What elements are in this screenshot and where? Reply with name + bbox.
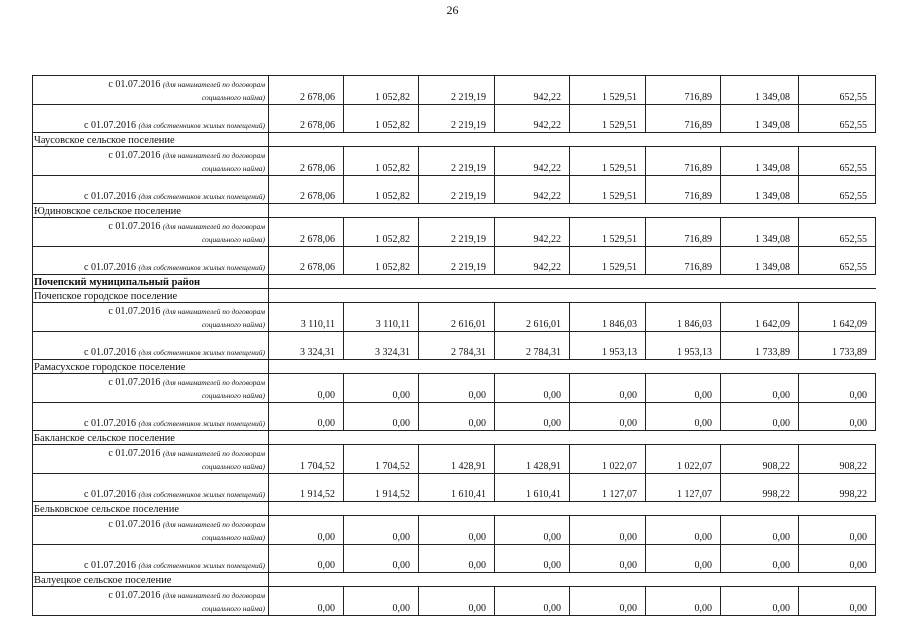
tariff-value-cell: 1 704,52: [269, 445, 344, 474]
section-filler: [269, 431, 876, 445]
table-row: [33, 332, 876, 360]
label-owners: (для собственников жилых помещений): [138, 561, 265, 570]
section-filler: [269, 573, 876, 587]
settlement-heading: Рамасухское городское поселение: [33, 360, 269, 374]
tariff-value-cell: 0,00: [646, 374, 721, 403]
tariff-value-cell: 1 529,51: [570, 218, 646, 247]
label-date: с 01.07.2016: [84, 347, 136, 358]
district-heading: Почепский муниципальный район: [33, 275, 269, 289]
table-row: [33, 403, 876, 431]
label-tenants-line1: (для нанимателей по договорам: [162, 307, 265, 316]
label-tenants-line2: социального найма): [201, 93, 265, 102]
tariff-value-cell: 0,00: [419, 587, 495, 616]
row-label-tenants: [33, 374, 269, 403]
tariff-value-cell: 0,00: [721, 516, 799, 545]
table-row: [33, 176, 876, 204]
tariff-value-cell: 0,00: [495, 587, 570, 616]
tariff-value-cell: 0,00: [495, 516, 570, 545]
tariff-value-cell: 0,00: [646, 403, 721, 431]
tariff-value-cell: 1 052,82: [344, 218, 419, 247]
tariff-value-cell: 1 846,03: [646, 303, 721, 332]
tariff-value-cell: 0,00: [419, 374, 495, 403]
tariff-value-cell: 2 219,19: [419, 218, 495, 247]
tariff-value-cell: 0,00: [419, 516, 495, 545]
tariff-value-cell: 1 052,82: [344, 247, 419, 275]
tariff-value-cell: 942,22: [495, 247, 570, 275]
label-tenants-line2: социального найма): [201, 391, 265, 400]
label-tenants-line2: социального найма): [201, 604, 265, 613]
table-row: [33, 133, 876, 147]
tariff-value-cell: 1 428,91: [419, 445, 495, 474]
tariff-value-cell: 0,00: [269, 587, 344, 616]
tariff-value-cell: 2 219,19: [419, 76, 495, 105]
tariff-value-cell: 2 784,31: [495, 332, 570, 360]
tariff-value-cell: 652,55: [799, 76, 876, 105]
section-filler: [269, 360, 876, 374]
tariff-value-cell: 2 678,06: [269, 218, 344, 247]
settlement-heading: Бельковское сельское поселение: [33, 502, 269, 516]
row-label-owners: [33, 332, 269, 360]
tariff-value-cell: 0,00: [570, 403, 646, 431]
tariff-value-cell: 1 642,09: [799, 303, 876, 332]
tariff-value-cell: 0,00: [570, 587, 646, 616]
section-filler: [269, 275, 876, 289]
label-tenants-line2: социального найма): [201, 533, 265, 542]
tariff-value-cell: 1 914,52: [344, 474, 419, 502]
table-row: [33, 374, 876, 403]
label-owners: (для собственников жилых помещений): [138, 192, 265, 201]
tariff-value-cell: 0,00: [646, 516, 721, 545]
tariff-value-cell: 2 219,19: [419, 147, 495, 176]
tariff-value-cell: 1 127,07: [646, 474, 721, 502]
tariff-value-cell: 0,00: [495, 374, 570, 403]
section-filler: [269, 204, 876, 218]
tariff-value-cell: 2 616,01: [419, 303, 495, 332]
tariff-value-cell: 0,00: [799, 587, 876, 616]
tariff-value-cell: 3 324,31: [269, 332, 344, 360]
tariff-value-cell: 1 610,41: [495, 474, 570, 502]
tariff-value-cell: 716,89: [646, 105, 721, 133]
label-date: с 01.07.2016: [84, 418, 136, 429]
tariff-value-cell: 0,00: [269, 545, 344, 573]
settlement-heading: Бакланское сельское поселение: [33, 431, 269, 445]
table-row: [33, 218, 876, 247]
label-date: с 01.07.2016: [84, 262, 136, 273]
tariff-value-cell: 998,22: [799, 474, 876, 502]
row-label-owners: [33, 474, 269, 502]
tariff-value-cell: 0,00: [344, 374, 419, 403]
tariff-value-cell: 1 127,07: [570, 474, 646, 502]
row-label-tenants: [33, 445, 269, 474]
label-owners: (для собственников жилых помещений): [138, 348, 265, 357]
row-label-owners: [33, 247, 269, 275]
table-row: [33, 431, 876, 445]
tariff-value-cell: 0,00: [721, 374, 799, 403]
tariff-value-cell: 0,00: [269, 516, 344, 545]
table-row: [33, 303, 876, 332]
tariff-value-cell: 942,22: [495, 76, 570, 105]
settlement-heading: Почепское городское поселение: [33, 289, 269, 303]
tariff-value-cell: 908,22: [721, 445, 799, 474]
tariff-value-cell: 0,00: [269, 403, 344, 431]
label-date: с 01.07.2016: [108, 448, 161, 459]
label-date: с 01.07.2016: [108, 377, 161, 388]
tariff-value-cell: 1 052,82: [344, 147, 419, 176]
row-label-owners: [33, 105, 269, 133]
label-owners: (для собственников жилых помещений): [138, 121, 265, 130]
label-tenants-line1: (для нанимателей по договорам: [162, 449, 265, 458]
tariff-value-cell: 1 953,13: [646, 332, 721, 360]
tariff-value-cell: 0,00: [721, 403, 799, 431]
tariff-value-cell: 716,89: [646, 176, 721, 204]
row-label-owners: [33, 545, 269, 573]
label-tenants-line2: социального найма): [201, 462, 265, 471]
tariff-value-cell: 1 428,91: [495, 445, 570, 474]
tariff-value-cell: 942,22: [495, 147, 570, 176]
tariff-value-cell: 1 022,07: [646, 445, 721, 474]
tariff-value-cell: 908,22: [799, 445, 876, 474]
tariff-value-cell: 942,22: [495, 218, 570, 247]
tariff-value-cell: 1 052,82: [344, 76, 419, 105]
tariff-value-cell: 0,00: [419, 545, 495, 573]
tariff-value-cell: 1 349,08: [721, 105, 799, 133]
tariff-value-cell: 1 349,08: [721, 76, 799, 105]
label-tenants-line1: (для нанимателей по договорам: [162, 222, 265, 231]
row-label-tenants: [33, 303, 269, 332]
tariff-value-cell: 1 052,82: [344, 176, 419, 204]
table-row: [33, 147, 876, 176]
tariff-value-cell: 2 678,06: [269, 176, 344, 204]
row-label-tenants: [33, 516, 269, 545]
tariff-value-cell: 0,00: [269, 374, 344, 403]
tariff-value-cell: 0,00: [799, 403, 876, 431]
table-row: [33, 587, 876, 616]
table-row: [33, 445, 876, 474]
tariff-value-cell: 2 678,06: [269, 247, 344, 275]
table-row: [33, 516, 876, 545]
tariff-value-cell: 0,00: [646, 587, 721, 616]
settlement-heading: Юдиновское сельское поселение: [33, 204, 269, 218]
table-body: [33, 76, 876, 616]
tariff-value-cell: 652,55: [799, 218, 876, 247]
tariff-value-cell: 716,89: [646, 247, 721, 275]
tariff-value-cell: 1 953,13: [570, 332, 646, 360]
tariff-value-cell: 998,22: [721, 474, 799, 502]
table-row: [33, 502, 876, 516]
tariff-value-cell: 2 678,06: [269, 147, 344, 176]
tariff-table: [32, 75, 876, 616]
tariff-value-cell: 942,22: [495, 105, 570, 133]
tariff-value-cell: 0,00: [344, 516, 419, 545]
tariff-value-cell: 1 529,51: [570, 176, 646, 204]
label-date: с 01.07.2016: [108, 306, 161, 317]
row-label-tenants: [33, 147, 269, 176]
tariff-value-cell: 1 733,89: [799, 332, 876, 360]
tariff-value-cell: 1 529,51: [570, 105, 646, 133]
row-label-owners: [33, 403, 269, 431]
label-owners: (для собственников жилых помещений): [138, 263, 265, 272]
tariff-value-cell: 1 642,09: [721, 303, 799, 332]
tariff-value-cell: 652,55: [799, 105, 876, 133]
tariff-value-cell: 0,00: [646, 545, 721, 573]
tariff-value-cell: 1 846,03: [570, 303, 646, 332]
tariff-value-cell: 1 914,52: [269, 474, 344, 502]
tariff-value-cell: 2 219,19: [419, 176, 495, 204]
label-tenants-line1: (для нанимателей по договорам: [162, 80, 265, 89]
row-label-tenants: [33, 218, 269, 247]
tariff-value-cell: 0,00: [799, 516, 876, 545]
label-date: с 01.07.2016: [84, 489, 136, 500]
label-date: с 01.07.2016: [108, 519, 161, 530]
label-owners: (для собственников жилых помещений): [138, 490, 265, 499]
label-date: с 01.07.2016: [108, 79, 161, 90]
table-row: [33, 360, 876, 374]
tariff-value-cell: 3 110,11: [344, 303, 419, 332]
tariff-value-cell: 652,55: [799, 247, 876, 275]
label-date: с 01.07.2016: [84, 120, 136, 131]
tariff-value-cell: 0,00: [344, 403, 419, 431]
label-date: с 01.07.2016: [108, 221, 161, 232]
row-label-tenants: [33, 76, 269, 105]
label-date: с 01.07.2016: [108, 150, 161, 161]
table-row: [33, 275, 876, 289]
tariff-value-cell: 1 529,51: [570, 76, 646, 105]
label-tenants-line2: социального найма): [201, 320, 265, 329]
row-label-owners: [33, 176, 269, 204]
label-date: с 01.07.2016: [108, 590, 161, 601]
settlement-heading: Чаусовское сельское поселение: [33, 133, 269, 147]
tariff-value-cell: 1 610,41: [419, 474, 495, 502]
tariff-value-cell: 1 052,82: [344, 105, 419, 133]
tariff-value-cell: 1 733,89: [721, 332, 799, 360]
tariff-value-cell: 2 678,06: [269, 76, 344, 105]
tariff-value-cell: 1 349,08: [721, 176, 799, 204]
tariff-value-cell: 2 219,19: [419, 105, 495, 133]
row-label-tenants: [33, 587, 269, 616]
tariff-value-cell: 2 616,01: [495, 303, 570, 332]
section-filler: [269, 133, 876, 147]
label-tenants-line2: социального найма): [201, 235, 265, 244]
label-tenants-line1: (для нанимателей по договорам: [162, 520, 265, 529]
tariff-value-cell: 0,00: [495, 545, 570, 573]
section-filler: [269, 502, 876, 516]
tariff-value-cell: 1 349,08: [721, 247, 799, 275]
tariff-value-cell: 0,00: [721, 545, 799, 573]
tariff-value-cell: 3 324,31: [344, 332, 419, 360]
label-tenants-line1: (для нанимателей по договорам: [162, 378, 265, 387]
settlement-heading: Валуецкое сельское поселение: [33, 573, 269, 587]
label-date: с 01.07.2016: [84, 560, 136, 571]
tariff-value-cell: 3 110,11: [269, 303, 344, 332]
table-row: [33, 247, 876, 275]
page-number: 26: [446, 3, 459, 17]
tariff-value-cell: 716,89: [646, 76, 721, 105]
tariff-value-cell: 0,00: [799, 545, 876, 573]
tariff-value-cell: 0,00: [721, 587, 799, 616]
table-row: [33, 545, 876, 573]
tariff-value-cell: 1 022,07: [570, 445, 646, 474]
table-row: [33, 204, 876, 218]
tariff-value-cell: 0,00: [344, 587, 419, 616]
table-row: [33, 474, 876, 502]
label-tenants-line2: социального найма): [201, 164, 265, 173]
tariff-value-cell: 652,55: [799, 176, 876, 204]
label-tenants-line1: (для нанимателей по договорам: [162, 591, 265, 600]
table-row: [33, 573, 876, 587]
tariff-value-cell: 716,89: [646, 218, 721, 247]
label-date: с 01.07.2016: [84, 191, 136, 202]
tariff-value-cell: 0,00: [570, 545, 646, 573]
tariff-value-cell: 0,00: [799, 374, 876, 403]
tariff-value-cell: 1 349,08: [721, 218, 799, 247]
tariff-value-cell: 1 529,51: [570, 147, 646, 176]
table-row: [33, 105, 876, 133]
tariff-value-cell: 2 219,19: [419, 247, 495, 275]
tariff-value-cell: 0,00: [495, 403, 570, 431]
tariff-value-cell: 1 349,08: [721, 147, 799, 176]
section-filler: [269, 289, 876, 303]
tariff-value-cell: 0,00: [570, 516, 646, 545]
tariff-value-cell: 716,89: [646, 147, 721, 176]
tariff-value-cell: 0,00: [344, 545, 419, 573]
label-tenants-line1: (для нанимателей по договорам: [162, 151, 265, 160]
tariff-value-cell: 0,00: [570, 374, 646, 403]
label-owners: (для собственников жилых помещений): [138, 419, 265, 428]
tariff-value-cell: 942,22: [495, 176, 570, 204]
tariff-value-cell: 2 784,31: [419, 332, 495, 360]
table-row: [33, 289, 876, 303]
tariff-value-cell: 0,00: [419, 403, 495, 431]
tariff-value-cell: 652,55: [799, 147, 876, 176]
table-row: [33, 76, 876, 105]
tariff-value-cell: 1 529,51: [570, 247, 646, 275]
tariff-value-cell: 2 678,06: [269, 105, 344, 133]
tariff-value-cell: 1 704,52: [344, 445, 419, 474]
